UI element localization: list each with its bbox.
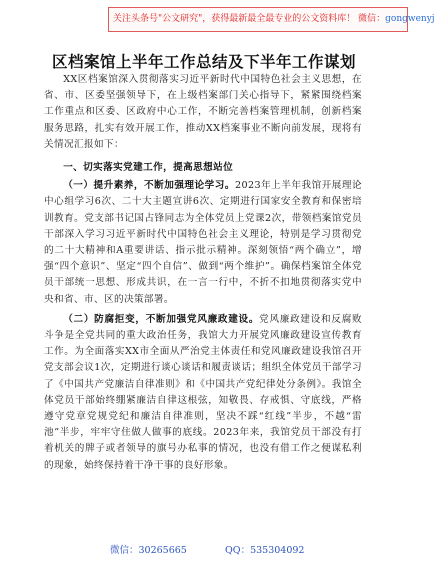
paragraph-body: 党风廉政建设和反腐败斗争是全党共同的重大政治任务，我馆大力开展党风廉政建设宣传教育工作。为全面落实XX市全面从严治党主体责任和党风廉政建设我馆召开党支部会议1次，定期进行谈心谈话和履责谈话；组织全体党员干部学习了《中国共产党廉洁自律准则》和《中国共产党纪律处分条例》。我馆全体党员干部始终绷紧廉洁自律这根弦，知敬畏、存戒惧、守底线，严格遵守党章党规党纪和廉洁自律准则，坚决不踩“红线”半步，不越“雷池”半步，牢牢守住做人做事的底线。2023年来，我馆党员干部没有打着机关的牌子或者领导的旗号办私事的情况，也没有借工作之便谋私利的现象，始终保持着干净干事的良好形象。 xyxy=(44,313,362,471)
intro-paragraph: XX区档案馆深入贯彻落实习近平新时代中国特色社会主义思想，在省、市、区委坚强领导下，在上级档案部门关心指导下，紧紧围绕档案工作重点和区委、区政府中心工作，不断完善档案管理机制，创新档案服务思路，扎实有效开展工作，推动XX档案事业不断向前发展，现将有关情况汇报如下： xyxy=(44,74,362,150)
promo-text: 关注头条号"公文研究"，获得最新最全最专业的公文资料库！ xyxy=(113,14,356,24)
paragraph-theory-study xyxy=(44,178,362,308)
paragraph-lead: （二）防腐拒变，不断加强党风廉政建设。 xyxy=(63,313,260,325)
footer-wechat: 微信：30265665 xyxy=(110,545,187,556)
document-title: 区档案馆上半年工作总结及下半年工作谋划 xyxy=(51,52,356,71)
promo-banner-text xyxy=(113,13,435,26)
document-body xyxy=(44,72,362,474)
footer-qq: QQ：535304092 xyxy=(225,545,305,556)
wechat-label: 微信： xyxy=(355,14,386,24)
wechat-id-link[interactable]: gongwenyj xyxy=(385,14,435,24)
paragraph-lead: （一）提升素养，不断加强理论学习。 xyxy=(63,180,235,192)
paragraph-body: 2023年上半年我馆开展理论中心组学习6次、二十大主题宣讲6次、定期进行国家安全教育和保密培训教育。党支部书记国占锋同志为全体党员上党课2次，带领档案馆党员干部深入学习习近平新时代中国特色社会主义理论，特别是学习贯彻党的二十大精神和A重要讲话、指示批示精神。深刻领悟“两个确立”，增强“四个意识”、坚定“四个自信”、做到“两个维护”。确保档案馆全体党员干部统一思想、形成共识，在一言一行中，不折不扣地贯彻落实党中央和省、市、区的决策部署。 xyxy=(44,180,362,305)
contact-footer xyxy=(0,542,408,556)
promo-banner xyxy=(0,0,435,38)
promo-banner-box xyxy=(108,7,435,32)
paragraph-anti-corruption xyxy=(44,312,362,474)
section-heading: 一、切实落实党建工作，提高思想站位 xyxy=(63,162,234,174)
